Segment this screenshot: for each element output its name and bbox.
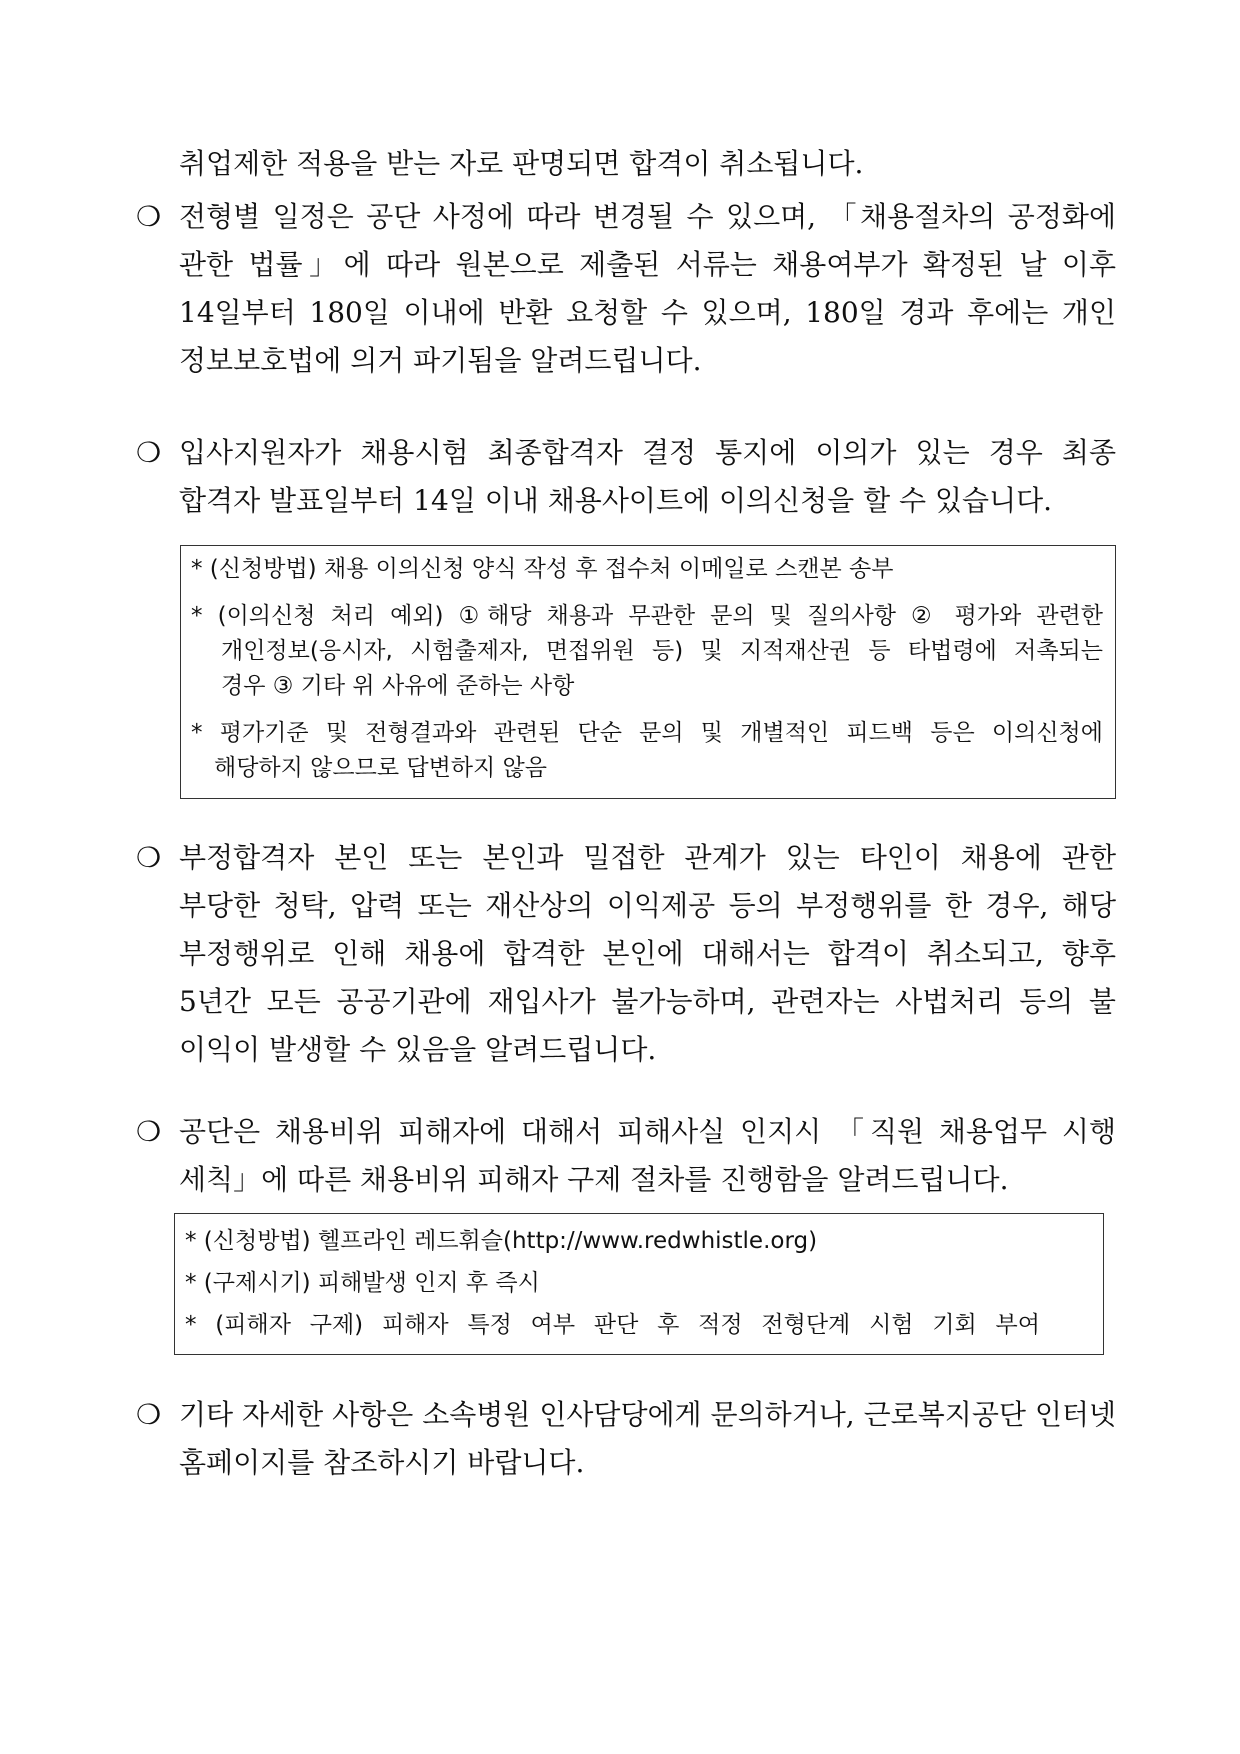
paragraph-line: 공단은 채용비위 피해자에 대해서 피해사실 인지시 「직원 채용업무 시행 [179,1115,1116,1148]
paragraph-line: 전형별 일정은 공단 사정에 따라 변경될 수 있으며, 「채용절차의 공정화에 [179,200,1116,233]
paragraph-line: 부당한 청탁, 압력 또는 재산상의 이익제공 등의 부정행위를 한 경우, 해당 [179,889,1116,922]
objection-note-box [180,545,1116,799]
paragraph-line: 관한 법률」에 따라 원본으로 제출된 서류는 채용여부가 확정된 날 이후 [179,248,1116,281]
paragraph-line: 기타 자세한 사항은 소속병원 인사담당에게 문의하거나, 근로복지공단 인터넷 [179,1398,1116,1431]
continuation-line: 취업제한 적용을 받는 자로 판명되면 합격이 취소됩니다. [179,147,864,180]
paragraph-line: 이익이 발생할 수 있음을 알려드립니다. [179,1033,657,1066]
bullet-circle-icon: ❍ [136,200,162,233]
notice-paragraph-objection [136,429,1116,529]
bullet-circle-icon: ❍ [136,841,162,874]
paragraph-line: 합격자 발표일부터 14일 이내 채용사이트에 이의신청을 할 수 있습니다. [179,484,1053,517]
note-line: 개인정보(응시자, 시험출제자, 면접위원 등) 및 지적재산권 등 타법령에 저촉되는 [221,638,1103,664]
bullet-circle-icon: ❍ [136,436,162,469]
paragraph-line: 정보보호법에 의거 파기됨을 알려드립니다. [179,344,702,377]
note-line: 경우 ③ 기타 위 사유에 준하는 사항 [221,673,575,699]
note-line: 해당하지 않으므로 답변하지 않음 [214,755,547,781]
victim-relief-note-box [174,1213,1104,1355]
note-line: * (신청방법) 채용 이의신청 양식 작성 후 접수처 이메일로 스캔본 송부 [191,556,894,582]
paragraph-line: 부정합격자 본인 또는 본인과 밀접한 관계가 있는 타인이 채용에 관한 [179,841,1116,874]
note-line: * 평가기준 및 전형결과와 관련된 단순 문의 및 개별적인 피드백 등은 이의신청에 [191,720,1103,746]
paragraph-line: 세칙」에 따른 채용비위 피해자 구제 절차를 진행함을 알려드립니다. [179,1163,1009,1196]
note-line: * (이의신청 처리 예외) ①해당 채용과 무관한 문의 및 질의사항 ② 평가와 관련한 [191,603,1103,629]
paragraph-line: 입사지원자가 채용시험 최종합격자 결정 통지에 이의가 있는 경우 최종 [179,436,1116,469]
paragraph-line: 홈페이지를 참조하시기 바랍니다. [179,1446,585,1479]
note-line: * (피해자 구제) 피해자 특정 여부 판단 후 적정 전형단계 시험 기회 부여 [185,1312,1040,1338]
paragraph-line: 5년간 모든 공공기관에 재입사가 불가능하며, 관련자는 사법처리 등의 불 [179,985,1116,1018]
notice-paragraph-contact [136,1391,1116,1491]
paragraph-line: 14일부터 180일 이내에 반환 요청할 수 있으며, 180일 경과 후에는 개인 [179,296,1116,329]
notice-paragraph-schedule [136,193,1116,393]
notice-paragraph-fraud [136,834,1116,1084]
note-line: * (구제시기) 피해발생 인지 후 즉시 [185,1270,540,1296]
paragraph-line: 부정행위로 인해 채용에 합격한 본인에 대해서는 합격이 취소되고, 향후 [179,937,1116,970]
notice-paragraph-victim-relief [136,1108,1116,1208]
bullet-circle-icon: ❍ [136,1115,162,1148]
bullet-circle-icon: ❍ [136,1398,162,1431]
note-line: * (신청방법) 헬프라인 레드휘슬(http://www.redwhistle.org) [185,1228,818,1254]
